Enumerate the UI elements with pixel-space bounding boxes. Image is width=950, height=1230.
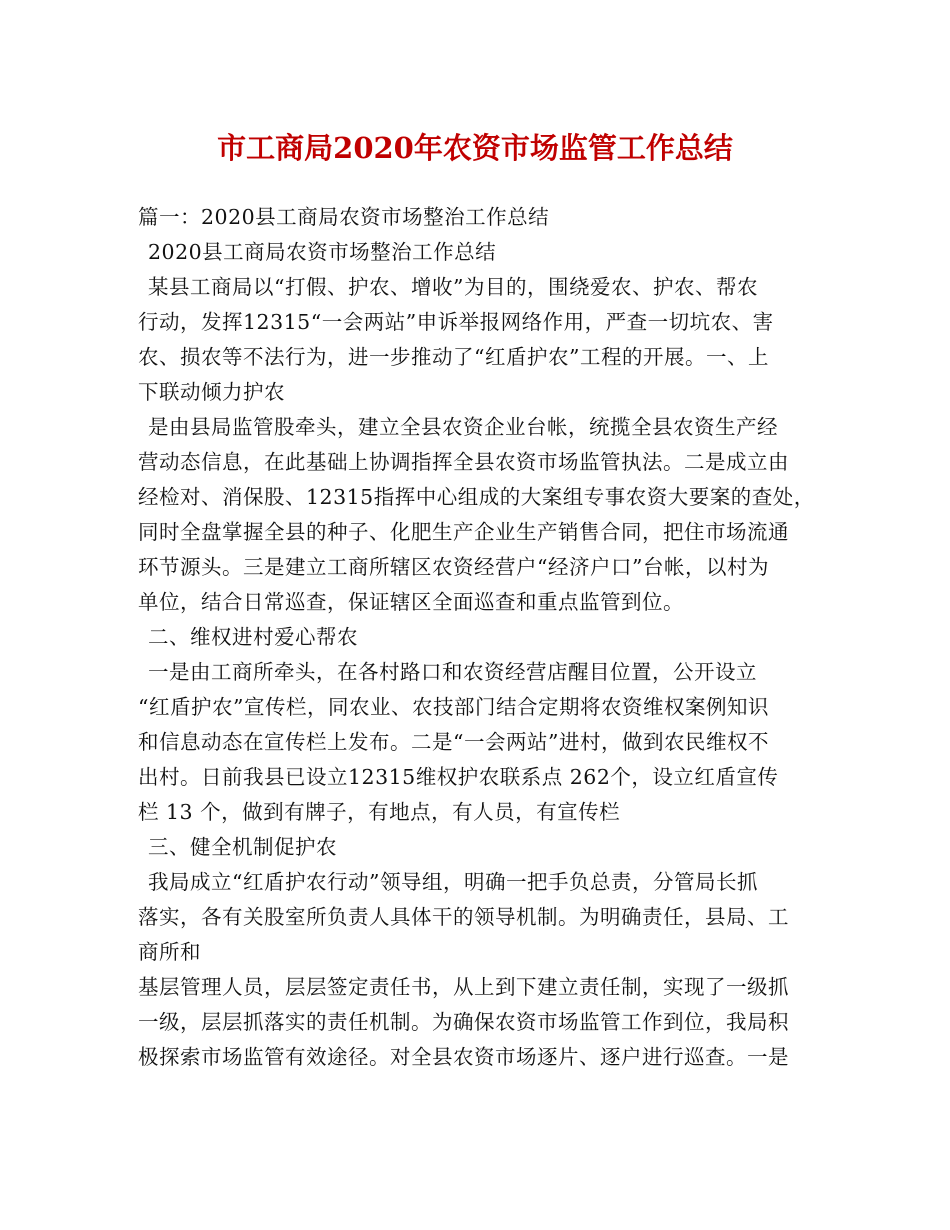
text-line: 单位，结合日常巡查，保证辖区全面巡查和重点监管到位。	[138, 590, 684, 614]
text-line: 下联动倾力护农	[138, 380, 285, 404]
document-title: 市工商局2020年农资市场监管工作总结	[217, 131, 733, 165]
text-line: 极探索市场监管有效途径。对全县农资市场逐片、逐户进行巡查。一是	[138, 1045, 789, 1069]
text-line: 同时全盘掌握全县的种子、化肥生产企业生产销售合同，把住市场流通	[138, 520, 789, 544]
section-heading: 二、维权进村爱心帮农	[148, 625, 358, 649]
text-line: 是由县局监管股牵头，建立全县农资企业台帐，统揽全县农资生产经	[148, 415, 778, 439]
text-line: 营动态信息，在此基础上协调指挥全县农资市场监管执法。二是成立由	[138, 450, 789, 474]
text-line: 农、损农等不法行为，进一步推动了“红盾护农”工程的开展。一、上	[138, 345, 769, 369]
text-line: 和信息动态在宣传栏上发布。二是“一会两站”进村，做到农民维权不	[138, 730, 769, 754]
text-line: “红盾护农”宣传栏，同农业、农技部门结合定期将农资维权案例知识	[138, 695, 769, 719]
text-line: 篇一：2020县工商局农资市场整治工作总结	[138, 205, 550, 229]
text-line: 基层管理人员，层层签定责任书，从上到下建立责任制，实现了一级抓	[138, 975, 789, 999]
text-line: 出村。日前我县已设立12315维权护农联系点 262个，设立红盾宣传	[138, 765, 779, 789]
text-line: 商所和	[138, 940, 201, 964]
text-line: 行动，发挥12315“一会两站”申诉举报网络作用，严查一切坑农、害	[138, 310, 774, 334]
text-line: 一是由工商所牵头，在各村路口和农资经营店醒目位置，公开设立	[148, 660, 757, 684]
document-body	[138, 200, 828, 1075]
text-line: 经检对、消保股、12315指挥中心组成的大案组专事农资大要案的查处，	[138, 485, 815, 509]
text-line: 某县工商局以“打假、护农、增收”为目的，围绕爱农、护农、帮农	[148, 275, 758, 299]
text-line: 一级，层层抓落实的责任机制。为确保农资市场监管工作到位，我局积	[138, 1010, 789, 1034]
text-line: 我局成立“红盾护农行动”领导组，明确一把手负总责，分管局长抓	[148, 870, 758, 894]
text-line: 栏 13 个，做到有牌子，有地点，有人员，有宣传栏	[138, 800, 621, 824]
text-line: 2020县工商局农资市场整治工作总结	[148, 240, 497, 264]
text-line: 落实，各有关股室所负责人具体干的领导机制。为明确责任，县局、工	[138, 905, 789, 929]
text-line: 环节源头。三是建立工商所辖区农资经营户“经济户口”台帐，以村为	[138, 555, 769, 579]
section-heading: 三、健全机制促护农	[148, 835, 337, 859]
